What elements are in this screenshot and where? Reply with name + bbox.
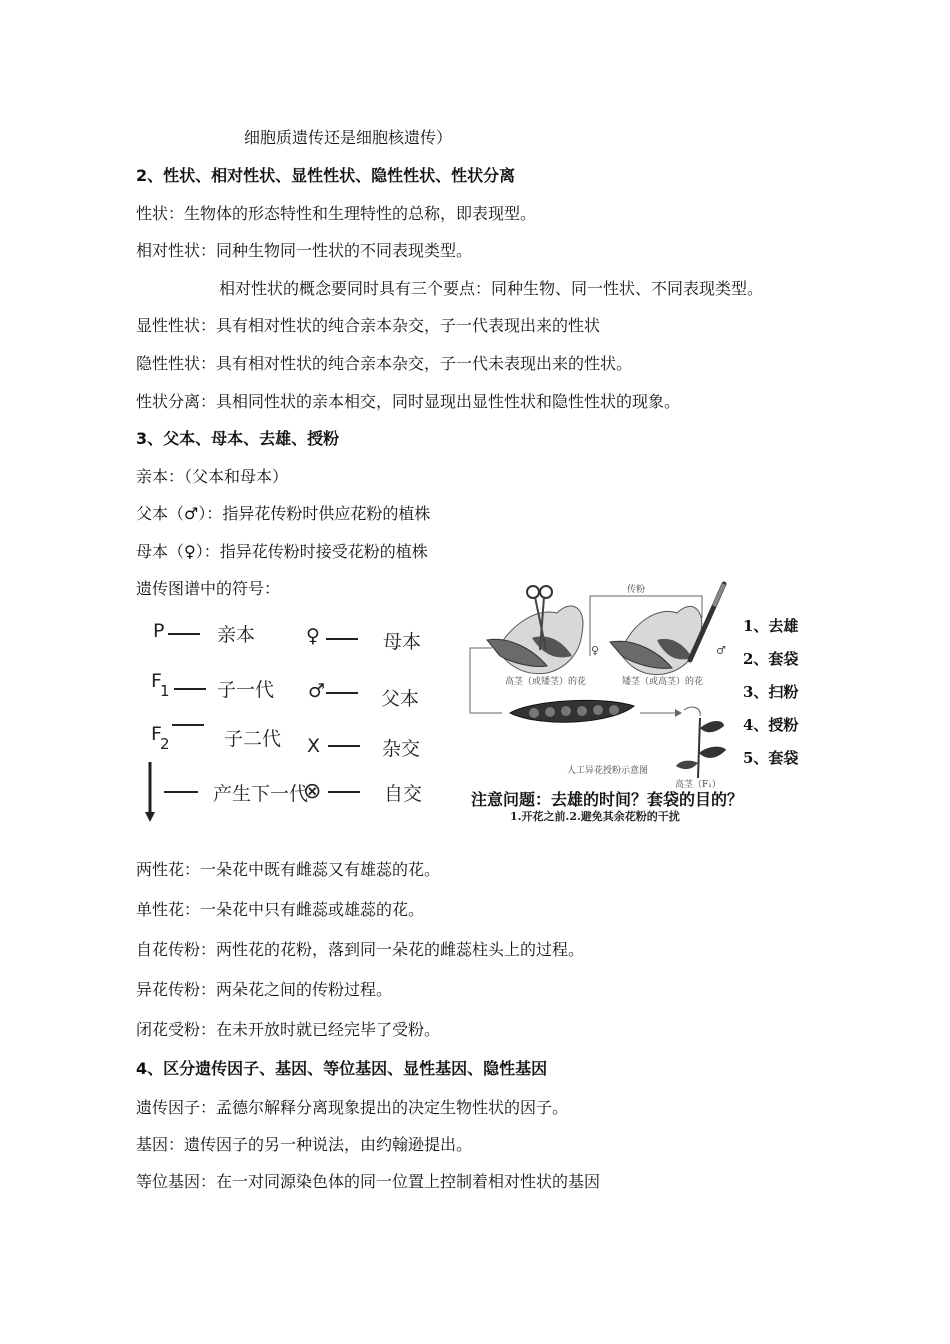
definition-relative-trait: 相对性状：同种生物同一性状的不同表现类型。 bbox=[136, 241, 473, 260]
symbol-f1-meaning: 子一代 bbox=[217, 679, 275, 701]
female-symbol-label: ♀ bbox=[591, 644, 600, 657]
symbol-male: ♂ bbox=[308, 680, 326, 702]
note-question: 注意问题：去雄的时间？套袋的目的？ bbox=[471, 790, 744, 809]
pea-pod-icon bbox=[510, 700, 634, 722]
definition-bisexual-flower: 两性花：一朵花中既有雌蕊又有雄蕊的花。 bbox=[136, 860, 441, 879]
dash bbox=[326, 638, 358, 640]
symbol-f1-subscript: 1 bbox=[160, 682, 170, 700]
definition-cleistogamy: 闭花受粉：在未开放时就已经完毕了受粉。 bbox=[136, 1020, 441, 1039]
step-item: 5、套袋 bbox=[743, 749, 799, 767]
right-flower-label: 矮茎（或高茎）的花 bbox=[622, 677, 704, 687]
symbol-female: ♀ bbox=[306, 625, 320, 647]
definition-unisexual-flower: 单性花：一朵花中只有雌蕊或雄蕊的花。 bbox=[136, 900, 425, 919]
dash bbox=[328, 791, 360, 793]
symbol-p: P bbox=[153, 620, 165, 642]
symbol-p-meaning: 亲本 bbox=[217, 624, 256, 646]
symbol-cross-meaning: 杂交 bbox=[382, 738, 421, 760]
pollination-figure bbox=[462, 578, 812, 828]
right-flower-icon bbox=[610, 606, 702, 674]
definition-father: 父本（♂）：指异花传粉时供应花粉的植株 bbox=[136, 504, 431, 523]
definition-gene: 基因：遗传因子的另一种说法，由约翰逊提出。 bbox=[136, 1135, 473, 1154]
definition-segregation: 性状分离：具相同性状的亲本相交，同时显现出显性性状和隐性性状的现象。 bbox=[136, 392, 681, 411]
step-item: 1、去雄 bbox=[743, 617, 799, 635]
definition-parents: 亲本：（父本和母本） bbox=[136, 467, 289, 486]
section-heading: 3、父本、母本、去雄、授粉 bbox=[136, 429, 340, 448]
definition-genetic-factor: 遗传因子：孟德尔解释分离现象提出的决定生物性状的因子。 bbox=[136, 1098, 569, 1117]
down-arrow-icon bbox=[143, 762, 157, 824]
left-flower-label: 高茎（或矮茎）的花 bbox=[505, 677, 587, 687]
dash bbox=[164, 791, 198, 793]
left-flower-icon bbox=[487, 606, 583, 674]
section-heading: 4、区分遗传因子、基因、等位基因、显性基因、隐性基因 bbox=[136, 1059, 548, 1078]
dash bbox=[326, 692, 358, 694]
definition-self-pollination: 自花传粉：两性花的花粉，落到同一朵花的雌蕊柱头上的过程。 bbox=[136, 940, 585, 959]
caption: 人工异花授粉示意图 bbox=[567, 766, 649, 776]
note-answer: 1.开花之前.2.避免其余花粉的干扰 bbox=[510, 810, 680, 823]
dash bbox=[172, 724, 204, 726]
definition-cross-pollination: 异花传粉：两朵花之间的传粉过程。 bbox=[136, 980, 393, 999]
pollination-label: 传粉 bbox=[627, 585, 646, 595]
definition-trait: 性状：生物体的形态特性和生理特性的总称，即表现型。 bbox=[136, 204, 537, 223]
symbol-self-meaning: 自交 bbox=[384, 783, 423, 805]
symbol-f1: F bbox=[151, 670, 162, 692]
plant-label: 高茎（F₁） bbox=[675, 780, 721, 790]
symbols-label: 遗传图谱中的符号： bbox=[136, 579, 281, 598]
symbol-cross: X bbox=[307, 735, 321, 757]
dash bbox=[174, 688, 206, 690]
male-symbol-label: ♂ bbox=[716, 644, 726, 657]
dash bbox=[168, 633, 200, 635]
step-item: 4、授粉 bbox=[743, 716, 799, 734]
symbol-f2-meaning: 子二代 bbox=[224, 728, 282, 750]
symbol-f2-subscript: 2 bbox=[160, 735, 170, 753]
symbol-self: ⊗ bbox=[303, 779, 322, 804]
definition-dominant-trait: 显性性状：具有相对性状的纯合亲本杂交，子一代表现出来的性状 bbox=[136, 316, 601, 335]
relative-trait-note: 相对性状的概念要同时具有三个要点：同种生物、同一性状、不同表现类型。 bbox=[219, 279, 764, 298]
symbol-arrow-meaning: 产生下一代 bbox=[213, 783, 309, 805]
step-item: 2、套袋 bbox=[743, 650, 799, 668]
step-item: 3、扫粉 bbox=[743, 683, 799, 701]
definition-allele: 等位基因：在一对同源染色体的同一位置上控制着相对性状的基因 bbox=[136, 1172, 601, 1191]
symbol-male-meaning: 父本 bbox=[381, 688, 420, 710]
definition-recessive-trait: 隐性性状：具有相对性状的纯合亲本杂交，子一代未表现出来的性状。 bbox=[136, 354, 633, 373]
dash bbox=[328, 745, 360, 747]
section-heading: 2、性状、相对性状、显性性状、隐性性状、性状分离 bbox=[136, 166, 516, 185]
symbol-f2: F bbox=[151, 723, 162, 745]
symbol-female-meaning: 母本 bbox=[383, 631, 422, 653]
definition-mother: 母本（♀）：指异花传粉时接受花粉的植株 bbox=[136, 542, 428, 561]
steps-list bbox=[743, 610, 798, 775]
text-line: 细胞质遗传还是细胞核遗传） bbox=[244, 128, 453, 147]
seedling-icon bbox=[676, 707, 726, 778]
